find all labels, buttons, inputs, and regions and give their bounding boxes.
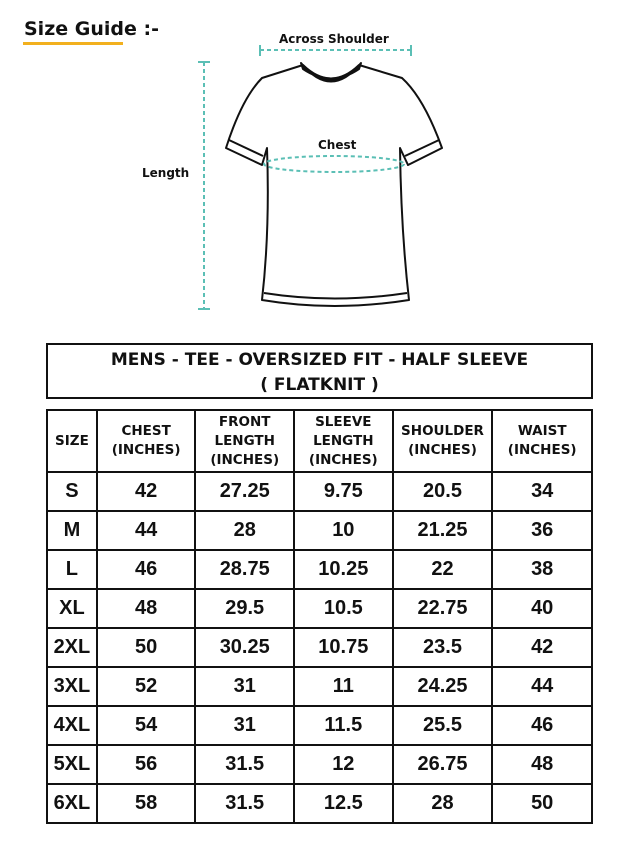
table-title — [46, 343, 593, 399]
header-front-length — [195, 410, 294, 472]
cell-shoulder: 24.25 — [393, 667, 493, 706]
table-row — [47, 745, 592, 784]
cell-shoulder: 22.75 — [393, 589, 493, 628]
cell-waist: 34 — [492, 472, 592, 511]
cell-sleeve-length: 12.5 — [294, 784, 393, 823]
cell-size: 3XL — [47, 667, 97, 706]
table-title-line1: MENS - TEE - OVERSIZED FIT - HALF SLEEVE — [110, 350, 529, 370]
header-text: LENGTH — [214, 432, 275, 449]
header-text: (INCHES) — [111, 442, 181, 458]
cell-size: XL — [47, 589, 97, 628]
cell-shoulder: 22 — [393, 550, 493, 589]
cell-shoulder: 21.25 — [393, 511, 493, 550]
cell-chest: 44 — [97, 511, 196, 550]
cell-chest: 52 — [97, 667, 196, 706]
header-text: (INCHES) — [408, 442, 477, 458]
cell-sleeve-length: 12 — [294, 745, 393, 784]
cell-front-length: 31 — [195, 706, 294, 745]
table-row — [47, 784, 592, 823]
cell-chest: 46 — [97, 550, 196, 589]
header-text: SLEEVE — [315, 413, 372, 430]
chest-label: Chest — [318, 138, 357, 152]
header-text: WAIST — [517, 423, 567, 439]
cell-waist: 40 — [492, 589, 592, 628]
cell-front-length: 28 — [195, 511, 294, 550]
cell-waist: 48 — [492, 745, 592, 784]
cell-size: 6XL — [47, 784, 97, 823]
cell-waist: 36 — [492, 511, 592, 550]
cell-shoulder: 25.5 — [393, 706, 493, 745]
cell-size: L — [47, 550, 97, 589]
cell-size: 2XL — [47, 628, 97, 667]
cell-front-length: 31.5 — [195, 745, 294, 784]
cell-shoulder: 20.5 — [393, 472, 493, 511]
cell-sleeve-length: 10.5 — [294, 589, 393, 628]
length-measure — [198, 62, 210, 309]
cell-waist: 50 — [492, 784, 592, 823]
cell-front-length: 27.25 — [195, 472, 294, 511]
table-row — [47, 667, 592, 706]
cell-chest: 56 — [97, 745, 196, 784]
cell-sleeve-length: 9.75 — [294, 472, 393, 511]
cell-shoulder: 26.75 — [393, 745, 493, 784]
cell-sleeve-length: 11.5 — [294, 706, 393, 745]
tshirt-diagram — [0, 0, 640, 330]
table-row — [47, 550, 592, 589]
table-row — [47, 511, 592, 550]
cell-sleeve-length: 10.75 — [294, 628, 393, 667]
header-text: SIZE — [55, 432, 89, 449]
cell-sleeve-length: 11 — [294, 667, 393, 706]
table-row — [47, 706, 592, 745]
header-text: CHEST — [121, 423, 171, 439]
table-row — [47, 589, 592, 628]
cell-waist: 44 — [492, 667, 592, 706]
cell-front-length: 28.75 — [195, 550, 294, 589]
cell-size: 5XL — [47, 745, 97, 784]
header-text: (INCHES) — [507, 442, 577, 458]
cell-sleeve-length: 10.25 — [294, 550, 393, 589]
header-text: LENGTH — [313, 432, 374, 449]
header-text: (INCHES) — [210, 451, 280, 468]
cell-waist: 42 — [492, 628, 592, 667]
length-label: Length — [142, 166, 190, 180]
cell-size: M — [47, 511, 97, 550]
cell-chest: 54 — [97, 706, 196, 745]
cell-size: S — [47, 472, 97, 511]
cell-shoulder: 23.5 — [393, 628, 493, 667]
across-shoulder-label: Across Shoulder — [279, 32, 389, 46]
size-chart-table — [46, 409, 593, 824]
cell-front-length: 31 — [195, 667, 294, 706]
header-chest — [97, 410, 196, 472]
cell-chest: 58 — [97, 784, 196, 823]
header-waist — [492, 410, 592, 472]
table-row — [47, 472, 592, 511]
cell-front-length: 30.25 — [195, 628, 294, 667]
tshirt-outline — [226, 63, 442, 306]
cell-waist: 38 — [492, 550, 592, 589]
cell-shoulder: 28 — [393, 784, 493, 823]
cell-waist: 46 — [492, 706, 592, 745]
cell-chest: 48 — [97, 589, 196, 628]
cell-chest: 42 — [97, 472, 196, 511]
header-sleeve-length — [294, 410, 393, 472]
table-title-line2: ( FLATKNIT ) — [260, 375, 379, 395]
header-size — [47, 410, 97, 472]
table-header-row — [47, 410, 592, 472]
header-text: FRONT — [218, 413, 271, 430]
cell-front-length: 29.5 — [195, 589, 294, 628]
cell-chest: 50 — [97, 628, 196, 667]
across-shoulder-measure — [260, 45, 411, 56]
cell-front-length: 31.5 — [195, 784, 294, 823]
table-row — [47, 628, 592, 667]
cell-size: 4XL — [47, 706, 97, 745]
header-text: SHOULDER — [401, 423, 484, 439]
cell-sleeve-length: 10 — [294, 511, 393, 550]
header-text: (INCHES) — [308, 451, 378, 468]
header-shoulder — [393, 410, 493, 472]
size-guide-heading: Size Guide :- — [24, 18, 159, 40]
